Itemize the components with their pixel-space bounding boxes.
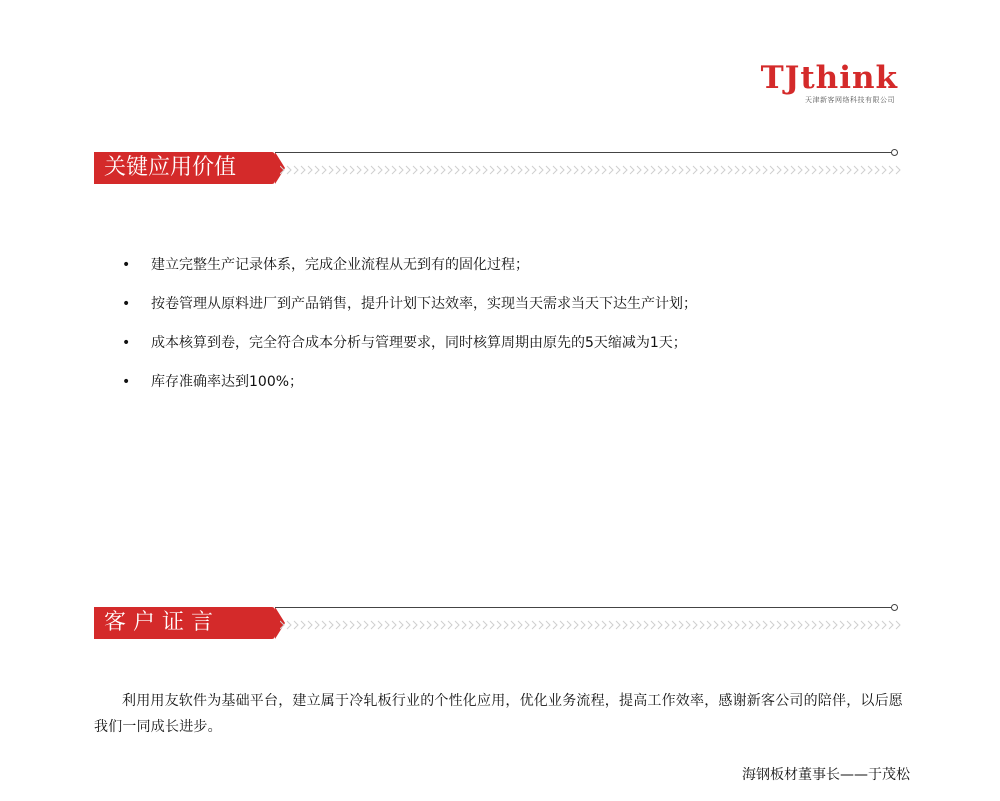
chevron-mark	[511, 166, 515, 174]
chevron-mark	[357, 621, 361, 629]
chevron-mark	[861, 621, 865, 629]
chevron-mark	[672, 621, 676, 629]
chevron-mark	[805, 166, 809, 174]
chevron-mark	[476, 621, 480, 629]
chevron-mark	[490, 621, 494, 629]
chevron-mark	[329, 621, 333, 629]
chevron-mark	[623, 166, 627, 174]
chevron-mark	[763, 166, 767, 174]
chevron-mark	[560, 621, 564, 629]
chevron-mark	[483, 166, 487, 174]
chevron-mark	[700, 166, 704, 174]
chevron-mark	[693, 166, 697, 174]
chevron-mark	[714, 621, 718, 629]
chevron-mark	[833, 166, 837, 174]
chevron-mark	[896, 166, 900, 174]
chevron-mark	[455, 166, 459, 174]
chevron-mark	[315, 166, 319, 174]
chevron-mark	[462, 166, 466, 174]
chevron-mark	[735, 166, 739, 174]
rule-end-dot	[891, 604, 898, 611]
chevron-mark	[371, 166, 375, 174]
chevron-mark	[504, 166, 508, 174]
chevron-mark	[280, 621, 284, 629]
chevron-mark	[770, 621, 774, 629]
chevron-mark	[287, 166, 291, 174]
chevron-mark	[616, 621, 620, 629]
chevron-mark	[455, 621, 459, 629]
chevron-mark	[553, 166, 557, 174]
chevron-mark	[532, 621, 536, 629]
chevron-mark	[504, 621, 508, 629]
chevron-mark	[413, 166, 417, 174]
chevron-mark	[378, 621, 382, 629]
chevron-mark	[854, 166, 858, 174]
section-rule	[275, 152, 898, 153]
chevron-mark	[630, 166, 634, 174]
chevron-mark	[280, 166, 284, 174]
chevron-mark	[301, 621, 305, 629]
chevron-mark	[329, 166, 333, 174]
chevron-mark	[784, 166, 788, 174]
chevron-mark	[518, 166, 522, 174]
chevron-mark	[812, 166, 816, 174]
chevron-mark	[525, 166, 529, 174]
chevron-mark	[637, 166, 641, 174]
chevron-mark	[721, 166, 725, 174]
chevron-mark	[469, 621, 473, 629]
chevron-mark	[896, 621, 900, 629]
chevron-mark	[623, 621, 627, 629]
chevron-mark	[434, 621, 438, 629]
chevron-mark	[546, 166, 550, 174]
chevron-mark	[371, 621, 375, 629]
chevron-mark	[686, 166, 690, 174]
chevron-mark	[749, 166, 753, 174]
chevron-mark	[308, 621, 312, 629]
chevron-mark	[602, 621, 606, 629]
chevron-mark	[539, 621, 543, 629]
chevron-mark	[574, 621, 578, 629]
chevron-mark	[497, 166, 501, 174]
chevron-mark	[609, 166, 613, 174]
chevron-mark	[791, 621, 795, 629]
chevron-mark	[294, 166, 298, 174]
chevron-mark	[420, 166, 424, 174]
logo-company-name: 天津新客网络科技有限公司	[805, 96, 895, 104]
section-title: 关键应用价值	[104, 155, 237, 180]
chevron-mark	[763, 621, 767, 629]
chevron-mark	[693, 621, 697, 629]
chevron-mark	[532, 166, 536, 174]
chevron-mark	[497, 621, 501, 629]
chevron-mark	[644, 166, 648, 174]
chevron-mark	[539, 166, 543, 174]
chevron-mark	[686, 621, 690, 629]
chevron-mark	[854, 621, 858, 629]
chevron-mark	[343, 166, 347, 174]
chevron-mark	[728, 621, 732, 629]
chevron-mark	[406, 166, 410, 174]
chevron-mark	[889, 621, 893, 629]
chevron-mark	[700, 621, 704, 629]
company-logo	[748, 62, 898, 106]
list-item-text: 按卷管理从原料进厂到产品销售，提升计划下达效率，实现当天需求当天下达生产计划；	[151, 296, 697, 312]
chevron-mark	[826, 166, 830, 174]
chevron-mark	[441, 621, 445, 629]
chevron-mark	[679, 621, 683, 629]
chevron-mark	[630, 621, 634, 629]
bullet-icon: •	[122, 257, 131, 273]
chevron-mark	[315, 621, 319, 629]
chevron-mark	[322, 166, 326, 174]
chevron-mark	[448, 621, 452, 629]
chevron-mark	[868, 166, 872, 174]
chevron-mark	[833, 621, 837, 629]
chevron-mark	[343, 621, 347, 629]
chevron-mark	[616, 166, 620, 174]
chevron-mark	[595, 166, 599, 174]
chevron-mark	[476, 166, 480, 174]
testimonial-text: 利用用友软件为基础平台，建立属于冷轧板行业的个性化应用，优化业务流程，提高工作效率，感谢新客公司的陪伴，以后愿我们一同成长进步。	[94, 693, 903, 735]
chevron-mark	[756, 621, 760, 629]
testimonial-signature: 海钢板材董事长——于茂松	[742, 767, 910, 783]
chevron-mark	[567, 166, 571, 174]
chevron-mark	[798, 166, 802, 174]
chevron-mark	[882, 621, 886, 629]
chevron-pattern	[280, 163, 904, 177]
key-value-list	[122, 255, 882, 411]
chevron-mark	[518, 621, 522, 629]
chevron-mark	[441, 166, 445, 174]
chevron-mark	[637, 621, 641, 629]
chevron-mark	[777, 166, 781, 174]
section-testimonial	[94, 607, 904, 641]
chevron-mark	[826, 621, 830, 629]
chevron-mark	[574, 166, 578, 174]
list-item-text: 成本核算到卷，完全符合成本分析与管理要求，同时核算周期由原先的5天缩减为1天；	[151, 335, 687, 351]
chevron-mark	[350, 166, 354, 174]
chevron-mark	[784, 621, 788, 629]
chevron-mark	[560, 166, 564, 174]
chevron-mark	[658, 166, 662, 174]
section-key-value	[94, 152, 904, 186]
chevron-mark	[819, 166, 823, 174]
chevron-pattern	[280, 618, 904, 632]
chevron-mark	[707, 621, 711, 629]
chevron-mark	[567, 621, 571, 629]
chevron-mark	[651, 621, 655, 629]
chevron-mark	[714, 166, 718, 174]
list-item-text: 库存准确率达到100%；	[151, 374, 304, 390]
chevron-mark	[609, 621, 613, 629]
chevron-mark	[707, 166, 711, 174]
chevron-mark	[742, 621, 746, 629]
chevron-mark	[756, 166, 760, 174]
chevron-mark	[644, 621, 648, 629]
chevron-mark	[658, 621, 662, 629]
section-rule	[275, 607, 898, 608]
chevron-mark	[588, 621, 592, 629]
chevron-mark	[490, 166, 494, 174]
chevron-mark	[791, 166, 795, 174]
chevron-mark	[840, 621, 844, 629]
chevron-mark	[301, 166, 305, 174]
chevron-mark	[413, 621, 417, 629]
chevron-mark	[427, 166, 431, 174]
chevron-mark	[798, 621, 802, 629]
list-item	[122, 333, 882, 372]
chevron-mark	[588, 166, 592, 174]
chevron-mark	[434, 166, 438, 174]
chevron-mark	[364, 166, 368, 174]
chevron-mark	[672, 166, 676, 174]
chevron-mark	[777, 621, 781, 629]
chevron-mark	[511, 621, 515, 629]
chevron-mark	[581, 166, 585, 174]
chevron-mark	[770, 166, 774, 174]
chevron-mark	[336, 621, 340, 629]
chevron-mark	[427, 621, 431, 629]
chevron-mark	[294, 621, 298, 629]
chevron-mark	[322, 621, 326, 629]
chevron-mark	[462, 621, 466, 629]
chevron-mark	[399, 621, 403, 629]
chevron-mark	[525, 621, 529, 629]
chevron-mark	[287, 621, 291, 629]
chevron-mark	[406, 621, 410, 629]
chevron-mark	[847, 166, 851, 174]
chevron-mark	[847, 621, 851, 629]
chevron-mark	[392, 166, 396, 174]
chevron-mark	[882, 166, 886, 174]
list-item-text: 建立完整生产记录体系，完成企业流程从无到有的固化过程；	[151, 257, 529, 273]
chevron-mark	[889, 166, 893, 174]
rule-end-dot	[891, 149, 898, 156]
chevron-mark	[581, 621, 585, 629]
chevron-mark	[385, 621, 389, 629]
chevron-mark	[595, 621, 599, 629]
section-title: 客 户 证 言	[104, 610, 213, 635]
chevron-mark	[735, 621, 739, 629]
chevron-mark	[861, 166, 865, 174]
chevron-mark	[840, 166, 844, 174]
chevron-mark	[742, 166, 746, 174]
chevron-mark	[378, 166, 382, 174]
chevron-mark	[819, 621, 823, 629]
chevron-mark	[602, 166, 606, 174]
list-item	[122, 255, 882, 294]
chevron-mark	[651, 166, 655, 174]
bullet-icon: •	[122, 335, 131, 351]
chevron-mark	[483, 621, 487, 629]
chevron-mark	[357, 166, 361, 174]
chevron-mark	[665, 621, 669, 629]
chevron-mark	[875, 166, 879, 174]
chevron-mark	[665, 166, 669, 174]
chevron-mark	[868, 621, 872, 629]
chevron-mark	[805, 621, 809, 629]
list-item	[122, 372, 882, 411]
chevron-mark	[546, 621, 550, 629]
chevron-mark	[350, 621, 354, 629]
chevron-mark	[679, 166, 683, 174]
chevron-mark	[336, 166, 340, 174]
bullet-icon: •	[122, 374, 131, 390]
chevron-mark	[469, 166, 473, 174]
chevron-mark	[448, 166, 452, 174]
chevron-mark	[875, 621, 879, 629]
chevron-mark	[385, 166, 389, 174]
chevron-mark	[721, 621, 725, 629]
chevron-mark	[364, 621, 368, 629]
logo-wordmark: TJthink	[760, 60, 898, 96]
bullet-icon: •	[122, 296, 131, 312]
chevron-mark	[420, 621, 424, 629]
chevron-mark	[728, 166, 732, 174]
list-item	[122, 294, 882, 333]
chevron-mark	[399, 166, 403, 174]
chevron-mark	[812, 621, 816, 629]
chevron-mark	[392, 621, 396, 629]
chevron-mark	[308, 166, 312, 174]
chevron-mark	[749, 621, 753, 629]
chevron-mark	[553, 621, 557, 629]
